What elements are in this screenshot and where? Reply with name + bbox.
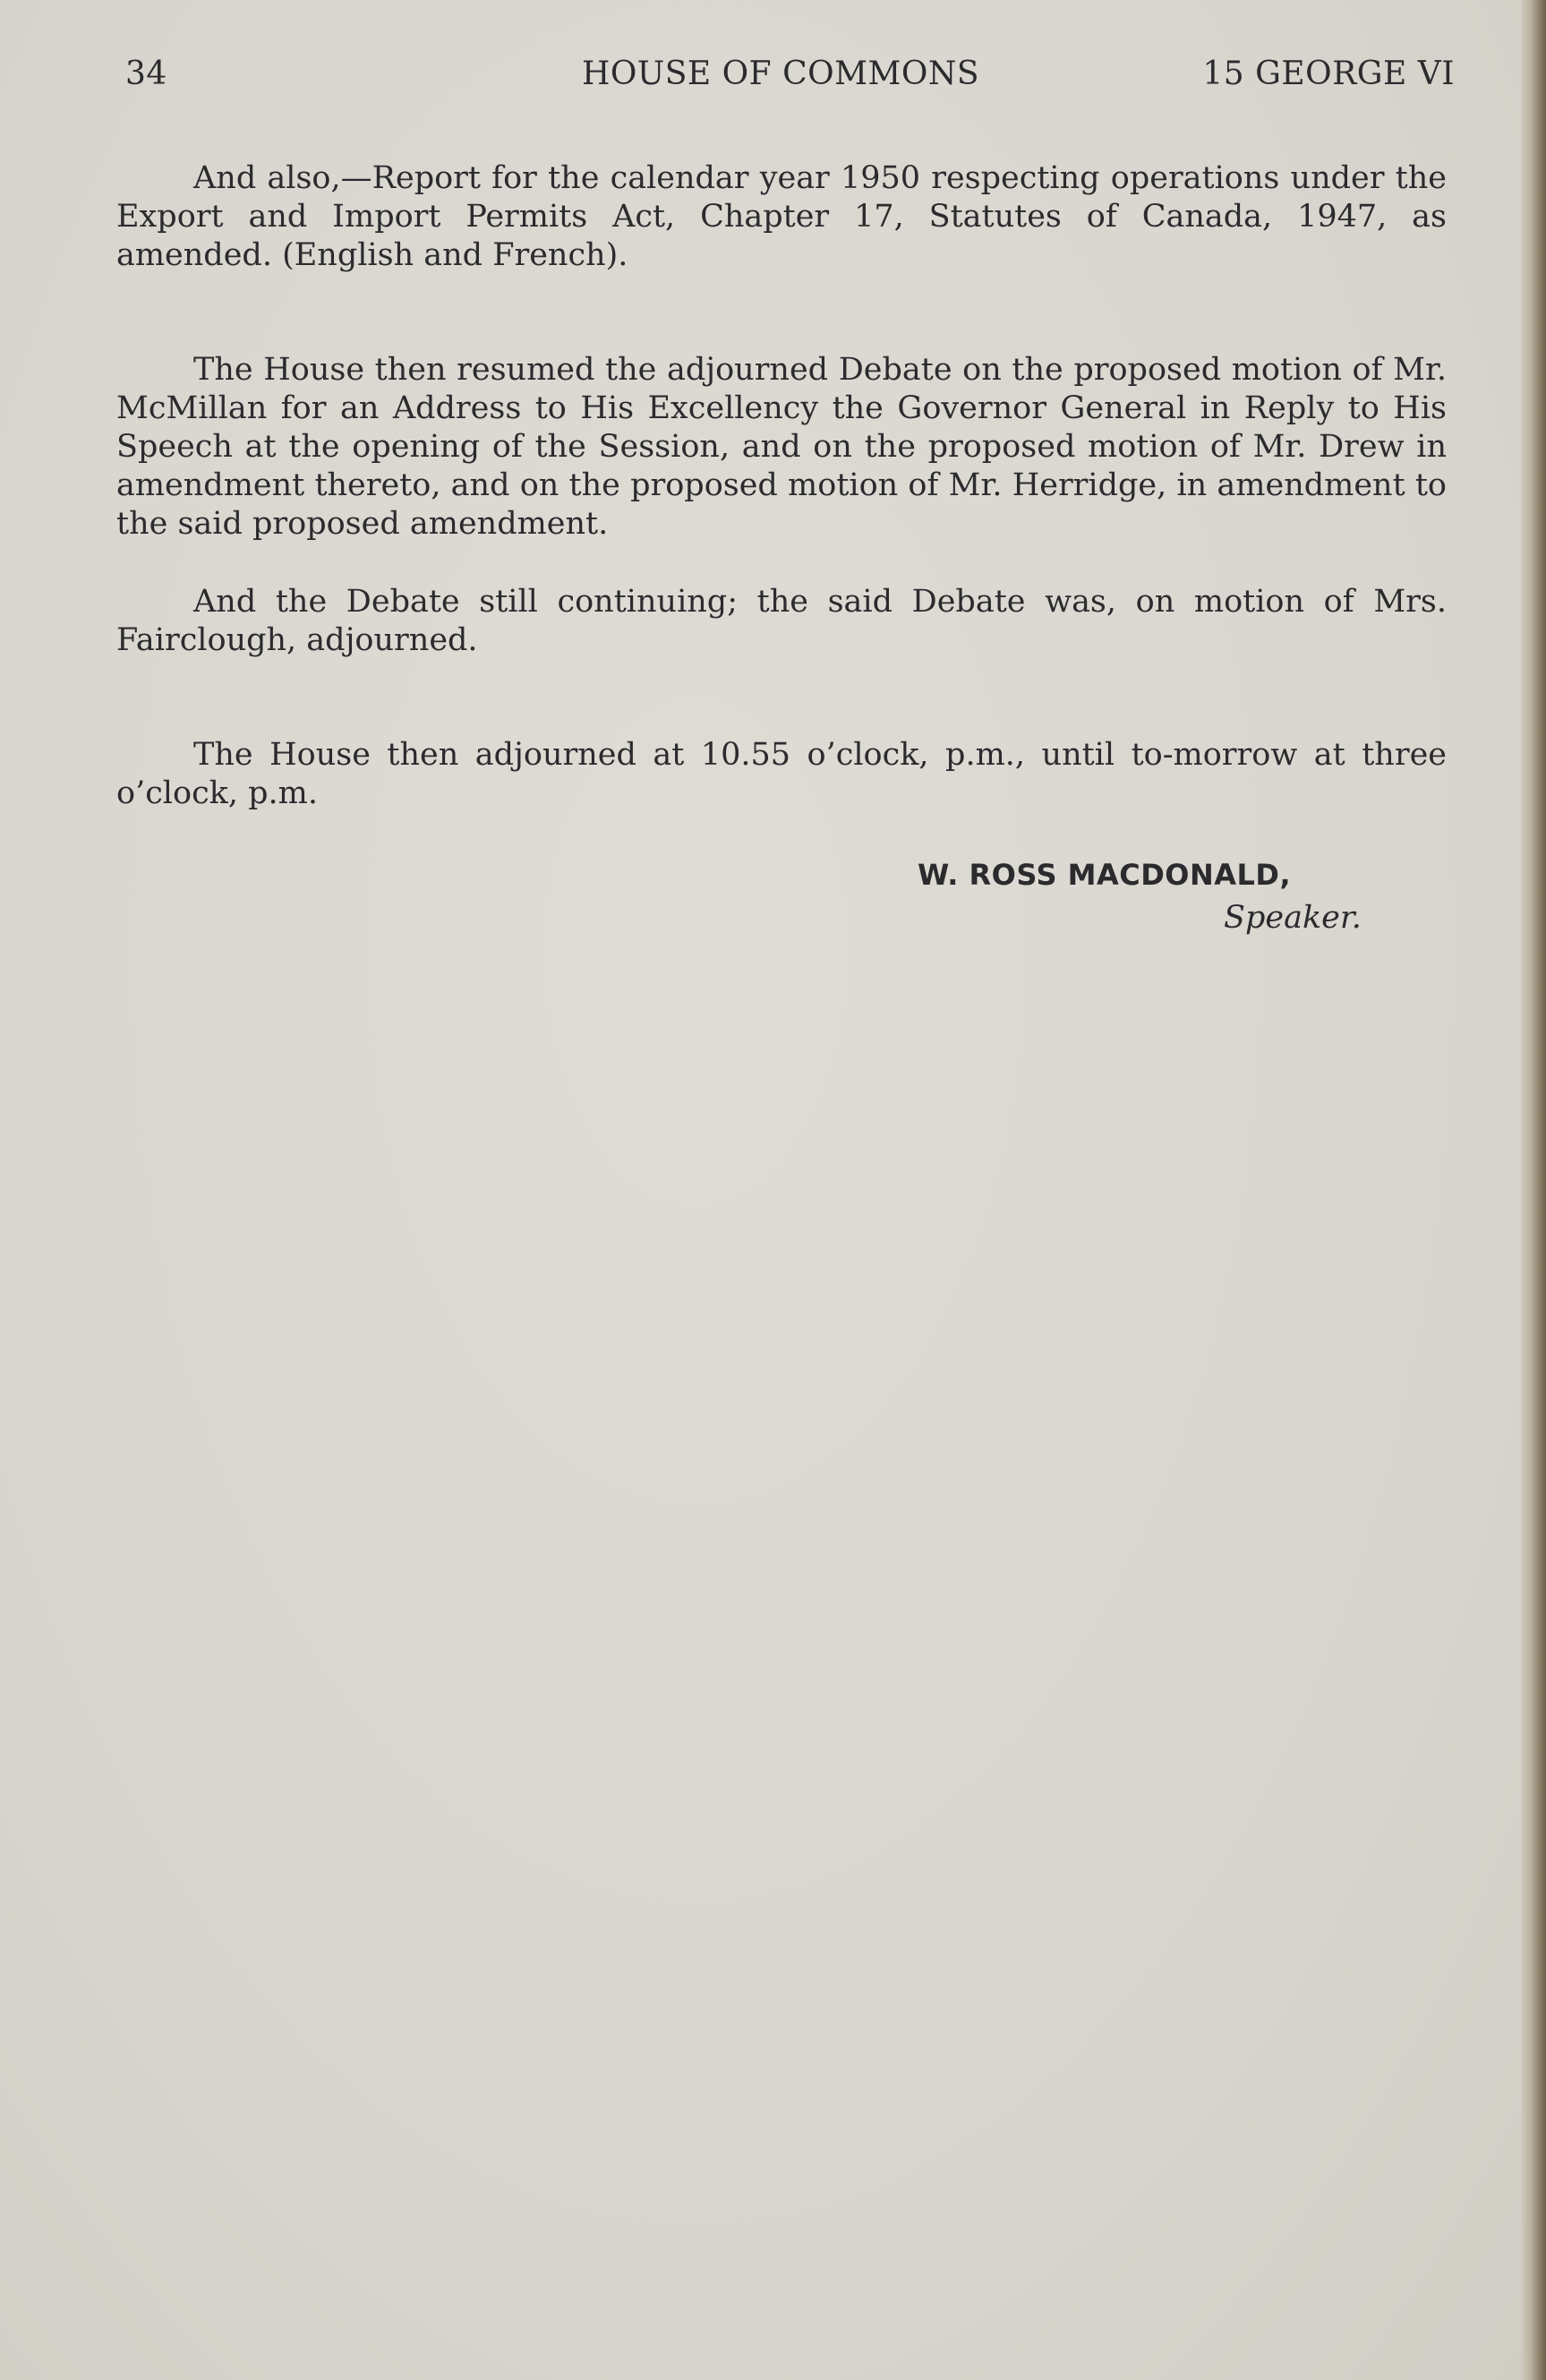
page-binding-edge xyxy=(1521,0,1546,2380)
paragraph-debate-resumed: The House then resumed the adjourned Debate on the proposed motion of Mr. McMillan for an Address to His Excellency the Governor General in Reply to His Speech at the opening of the Session, and on the proposed motion of Mr. Drew in amendment thereto, and on the proposed motion of Mr. Herridge, in amendment to the said proposed amendment. xyxy=(116,352,1447,542)
running-header xyxy=(125,56,1455,100)
header-title: HOUSE OF COMMONS xyxy=(582,56,980,92)
signature-name: W. ROSS MACDONALD, xyxy=(918,858,1292,892)
header-reign: 15 GEORGE VI xyxy=(1202,56,1455,92)
paragraph-house-adjourned: The House then adjourned at 10.55 o’clock, p.m., until to-morrow at three o’clock, p.m. xyxy=(116,737,1447,811)
page-number: 34 xyxy=(125,56,167,92)
signature-title: Speaker. xyxy=(1224,900,1362,936)
paragraph-debate-adjourned: And the Debate still continuing; the said Debate was, on motion of Mrs. Fairclough, adjourned. xyxy=(116,584,1447,658)
paragraph-report: And also,—Report for the calendar year 1950 respecting operations under the Export and Import Permits Act, Chapter 17, Statutes of Canada, 1947, as amended. (English and French). xyxy=(116,160,1447,273)
